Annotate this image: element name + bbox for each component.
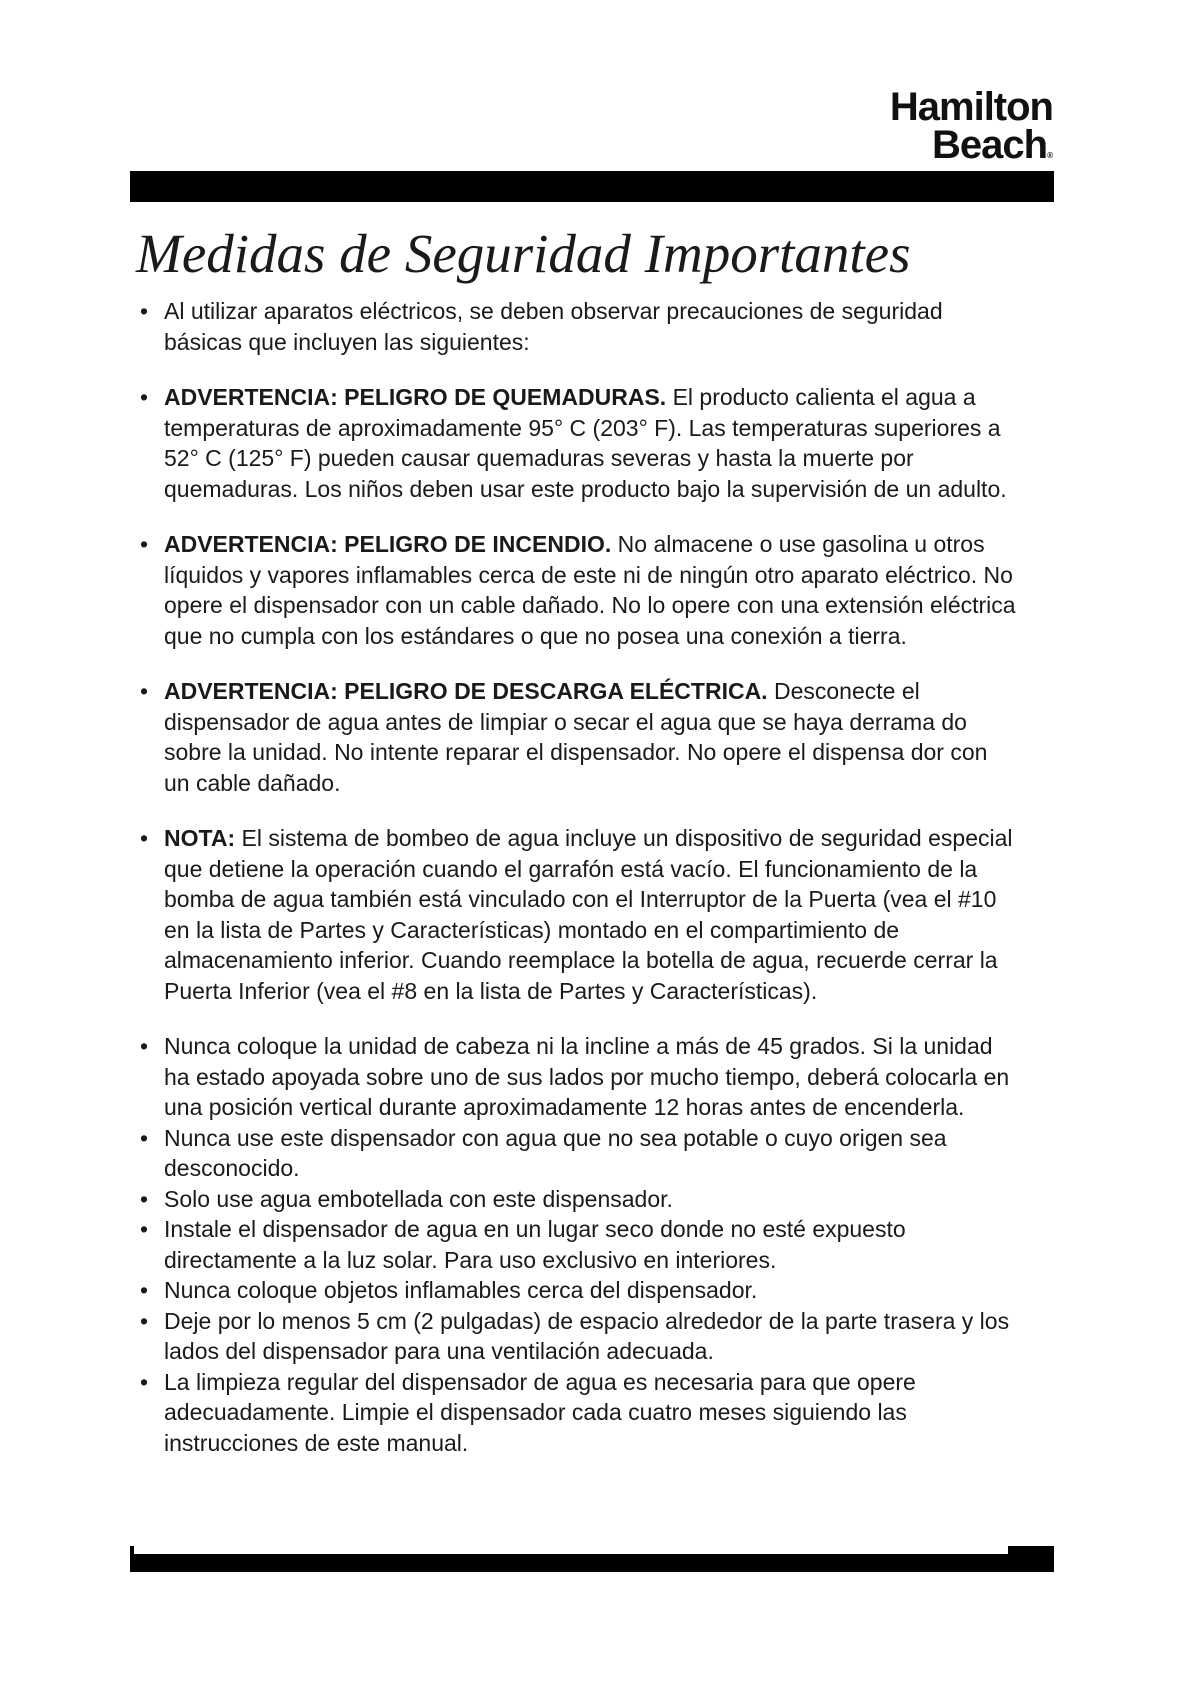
warning-lead: ADVERTENCIA: PELIGRO DE DESCARGA ELÉCTRICA.: [164, 678, 768, 704]
bullet-icon: •: [140, 1277, 149, 1303]
list-item-text: Deje por lo menos 5 cm (2 pulgadas) de espacio alrededor de la parte trasera y los lados del dispensador para una ventilación adecuada.: [164, 1307, 1010, 1364]
list-item: [136, 1214, 1016, 1275]
safety-item: [136, 676, 1016, 798]
safety-item: [136, 529, 1016, 651]
list-item: [136, 1184, 1016, 1215]
brand-logo-line1: Hamilton: [889, 85, 1053, 129]
list-item: [136, 1275, 1016, 1306]
safety-item: [136, 382, 1016, 504]
list-item-text: Instale el dispensador de agua en un lugar seco donde no esté expuesto directamente a la luz solar. Para uso exclusivo en interiores.: [164, 1216, 906, 1273]
list-item-text: Nunca use este dispensador con agua que no sea potable o cuyo origen sea desconocido.: [164, 1124, 947, 1181]
list-item: [136, 1306, 1016, 1367]
bullet-icon: •: [140, 1124, 149, 1151]
safety-item-text: El producto calienta el agua a temperaturas de aproximadamente 95° C (203° F). Las temperaturas superiores a 52° C (125° F) pueden causar quemaduras severas y hasta la muerte por quemaduras. Los niños deben usar este producto bajo la supervisión de un adulto.: [164, 384, 1007, 502]
registered-mark: ®: [1047, 151, 1053, 160]
warning-lead: ADVERTENCIA: PELIGRO DE QUEMADURAS.: [164, 384, 667, 410]
safety-content: [136, 296, 1016, 1458]
bullet-icon: •: [140, 1307, 149, 1334]
bullet-icon: •: [140, 1033, 149, 1059]
safety-item-text: Al utilizar aparatos eléctricos, se deben observar precauciones de seguridad básicas que incluyen las siguientes:: [164, 298, 943, 355]
page-title: Medidas de Seguridad Importantes: [136, 223, 911, 284]
warning-lead: ADVERTENCIA: PELIGRO DE INCENDIO.: [164, 531, 612, 557]
brand-logo-line2-text: Beach: [932, 123, 1048, 167]
bullet-icon: •: [140, 1216, 149, 1242]
list-item: [136, 1123, 1016, 1184]
header-bar: [130, 171, 1054, 202]
bullet-icon: •: [140, 678, 149, 704]
additional-precautions-list: [136, 1031, 1016, 1458]
list-item: [136, 1031, 1016, 1123]
bullet-icon: •: [140, 384, 149, 410]
bullet-icon: •: [140, 1185, 149, 1212]
safety-item: [136, 823, 1016, 1006]
brand-logo-line2: [890, 123, 1053, 175]
list-item: [136, 1367, 1016, 1459]
bullet-icon: •: [140, 825, 149, 851]
safety-item-text: No almacene o use gasolina u otros líquidos y vapores inflamables cerca de este ni de ningún otro aparato eléctrico. No opere el dispensador con un cable dañado. No lo opere con una extensión eléctrica que no cumpla con los estándares o que no posea una conexión a tierra.: [164, 531, 1016, 649]
bullet-icon: •: [140, 298, 149, 324]
safety-item-text: El sistema de bombeo de agua incluye un dispositivo de seguridad especial que detiene la operación cuando el garrafón está vacío. El funcionamiento de la bomba de agua también está vinculado con el Interruptor de la Puerta (vea el #10 en la lista de Partes y Características) montado en el compartimiento de almacenamiento inferior. Cuando reemplace la botella de agua, recuerde cerrar la Puerta Inferior (vea el #8 en la lista de Partes y Características).: [164, 825, 1013, 1004]
list-item-text: Solo use agua embotellada con este dispensador.: [164, 1185, 673, 1212]
bullet-icon: •: [140, 1368, 149, 1395]
footer-bar-notch: [134, 1546, 1008, 1554]
list-item-text: Nunca coloque objetos inflamables cerca del dispensador.: [164, 1277, 758, 1303]
safety-item: [136, 296, 1016, 357]
safety-item-text: Desconecte el dispensador de agua antes de limpiar o secar el agua que se haya derrama do sobre la unidad. No intente reparar el dispensador. No opere el dispensa dor con un cable dañado.: [164, 678, 988, 796]
note-lead: NOTA:: [164, 825, 236, 851]
list-item-text: Nunca coloque la unidad de cabeza ni la incline a más de 45 grados. Si la unidad ha estado apoyada sobre uno de sus lados por mucho tiempo, deberá colocarla en una posición vertical durante aproximadamente 12 horas antes de encenderla.: [164, 1033, 1010, 1120]
list-item-text: La limpieza regular del dispensador de agua es necesaria para que opere adecuadamente. Limpie el dispensador cada cuatro meses siguiendo las instrucciones de este manual.: [164, 1368, 916, 1456]
brand-logo: [889, 85, 1053, 175]
bullet-icon: •: [140, 531, 149, 557]
